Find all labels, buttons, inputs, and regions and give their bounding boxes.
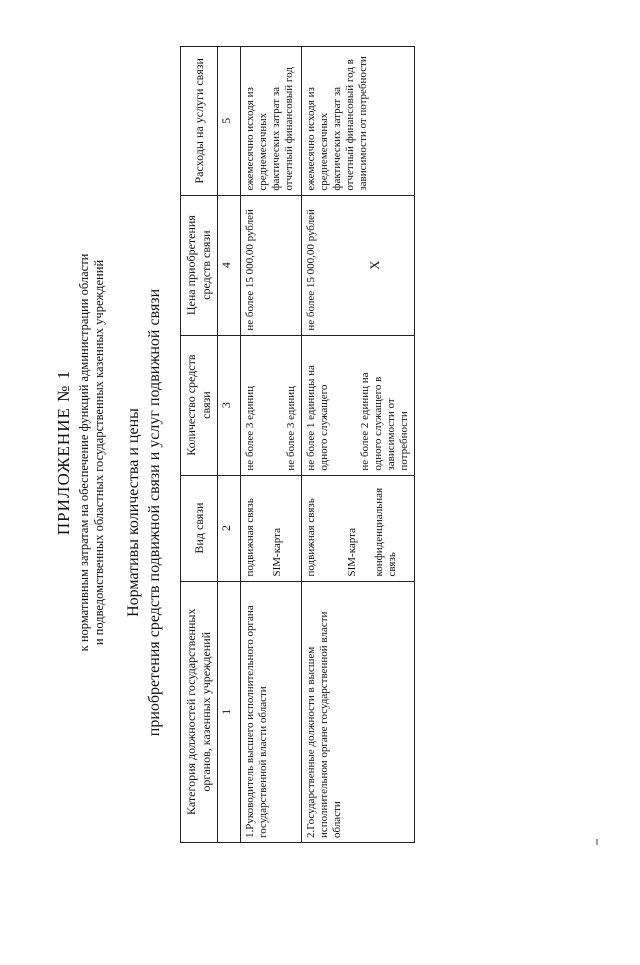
type-item: SIM-карта (271, 528, 283, 577)
row-price (241, 195, 302, 335)
column-number-row (218, 47, 241, 843)
table-row (241, 47, 302, 843)
row-quantities (302, 335, 415, 475)
row-price (302, 195, 415, 335)
appendix-title: ПРИЛОЖЕНИЕ № 1 (54, 369, 73, 536)
row-types (241, 475, 302, 581)
row-expenses: ежемесячно исходя из среднемесячных фактических затрат за отчетный финансовый год в зависимости от потребности (302, 47, 415, 196)
price-value: не более 15 000,00 рублей (244, 209, 256, 331)
quantity-item: не более 2 единиц на одного служащего в зависимости от потребности (359, 372, 410, 471)
appendix-subtitle-line1: к нормативным затратам на обеспечение функций администрации области (77, 253, 91, 652)
quantity-item: не более 3 единиц (244, 385, 256, 471)
type-item: конфиденциальная связь (373, 487, 398, 577)
quantity-item: не более 3 единиц (285, 385, 297, 471)
header-type: Вид связи (181, 475, 218, 581)
type-item: подвижная связь (305, 498, 317, 577)
table-row (302, 47, 415, 843)
header-price: Цена приобретения средств связи (181, 195, 218, 335)
norms-table (180, 46, 415, 843)
type-item: подвижная связь (244, 498, 256, 577)
type-item: SIM-карта (346, 528, 358, 577)
not-applicable-mark: Х (367, 260, 382, 270)
column-number: 2 (218, 475, 241, 581)
row-category: 1.Руководитель высшего исполнительного органа государственной власти области (241, 581, 302, 842)
header-category: Категория должностей государственных органов, казенных учреждений (181, 581, 218, 842)
table-header-row (181, 47, 218, 843)
row-category: 2.Государственные должности в высшем исполнительном органе государственной власти области (302, 581, 415, 842)
column-number: 1 (218, 581, 241, 842)
appendix-subtitle-line2: и подведомственных областных государственных казенных учреждений (92, 259, 106, 646)
document-title-line2: приобретения средств подвижной связи и услуг подвижной связи (146, 288, 163, 737)
header-expenses: Расходы на услуги связи (181, 47, 218, 196)
row-quantities (241, 335, 302, 475)
quantity-item: не более 1 единицы на одного служащего (305, 365, 330, 471)
price-value: не более 15 000,00 рублей (305, 209, 317, 331)
header-quantity: Количество средств связи (181, 335, 218, 475)
document-title-line1: Нормативы количества и цены (125, 408, 142, 617)
column-number: 5 (218, 47, 241, 196)
row-expenses: ежемесячно исходя из среднемесячных фактических затрат за отчетный финансовый год (241, 47, 302, 196)
scan-mark (596, 839, 598, 845)
column-number: 4 (218, 195, 241, 335)
column-number: 3 (218, 335, 241, 475)
row-types (302, 475, 415, 581)
